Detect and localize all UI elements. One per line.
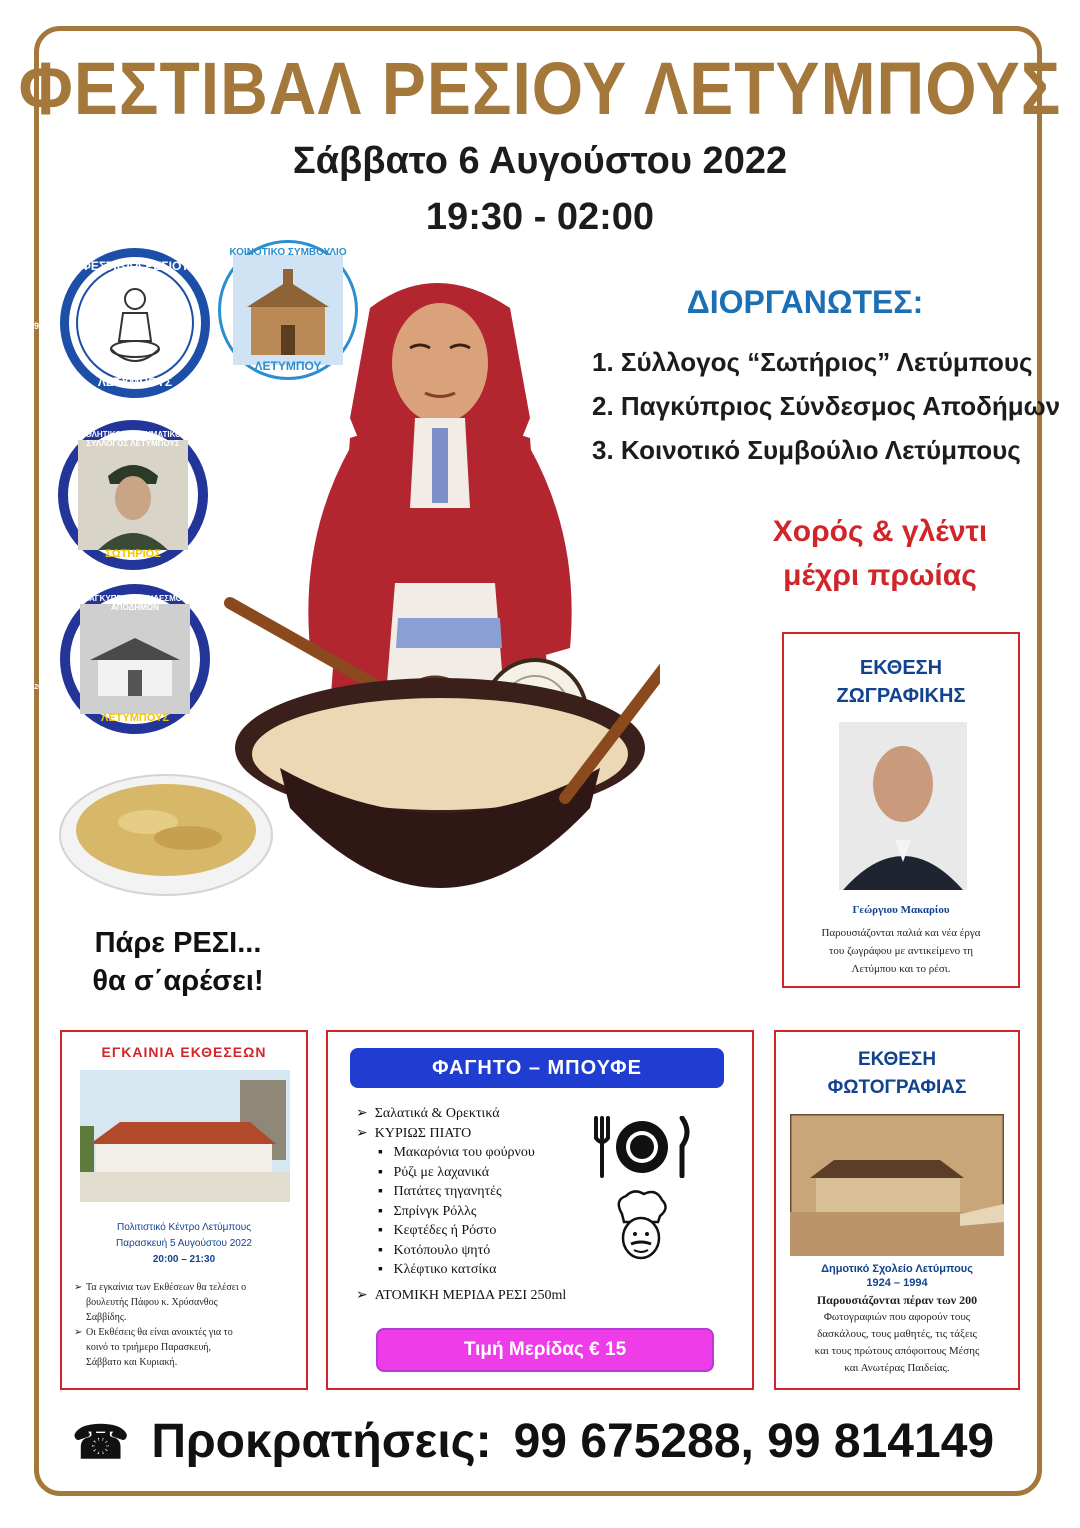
menu-dish: Πατάτες τηγανητές (393, 1184, 502, 1199)
bullet-icon: ▪ (378, 1262, 394, 1277)
opening-note-line: βουλευτής Πάφου κ. Χρύσανθος (86, 1297, 218, 1308)
buffet-title: ΦΑΓΗΤΟ – ΜΠΟΥΦΕ (350, 1048, 724, 1088)
bullet-icon: ▪ (378, 1184, 394, 1199)
buffet-menu (356, 1104, 566, 1305)
bullet-icon: ▪ (378, 1145, 394, 1160)
old-school-photo (790, 1114, 1004, 1256)
menu-dish: Κλέφτικο κατσίκα (393, 1262, 497, 1277)
opening-date: Παρασκευή 5 Αυγούστου 2022 (116, 1238, 252, 1249)
photo-desc-line: και Ανωτέρας Παιδείας. (844, 1362, 950, 1374)
photo-caption-line: Δημοτικό Σχολείο Λετύμπους (821, 1263, 973, 1275)
reservations-phones: 99 675288, 99 814149 (513, 1415, 995, 1468)
telephone-icon: ☎ (72, 1415, 130, 1468)
painting-exhibition-box (782, 632, 1020, 988)
organizer-item: 2. Παγκύπριος Σύνδεσμος Αποδήμων (592, 391, 1061, 421)
photo-desc-line: Παρουσιάζονται πέραν των 200 (816, 1293, 978, 1307)
association-logo-bottom: ΛΕΤΥΜΠΟΥΣ (100, 712, 170, 724)
chef-icon (610, 1190, 672, 1264)
menu-dish: Μακαρόνια του φούρνου (393, 1145, 535, 1160)
painting-title-1: ΕΚΘΕΣΗ (859, 657, 943, 679)
menu-dish: Κεφτέδες ή Ρόστο (393, 1223, 497, 1238)
arrow-icon: ➢ (74, 1327, 83, 1338)
dance-line-1: Χορός & γλέντι (772, 515, 988, 548)
association-logo-top: ΠΑΓΚΥΠΡΙΟΣ ΣΥΝΔΕΣΜΟΣ ΑΠΟΔΗΜΩΝ (83, 594, 187, 612)
menu-starter: Σαλατικά & Ορεκτικά (374, 1106, 500, 1121)
athletic-logo-top: ΑΘΛΗΤΙΚΟΣ ΠΝΕΥΜΑΤΙΚΟΣ ΣΥΛΛΟΓΟΣ ΛΕΤΥΜΠΟΥΣ (80, 430, 186, 448)
photo-desc-line: και τους πρώτους απόφοιτους Μέσης (814, 1345, 980, 1357)
chapel-icon (80, 604, 190, 714)
photo-desc-line: Φωτογραφιών που αφορούν τους (823, 1311, 971, 1323)
artist-name: Γεώργιου Μακαρίου (852, 904, 950, 916)
association-logo-year-right: 2019 (240, 684, 256, 691)
menu-main-course: ΚΥΡΙΩΣ ΠΙΑΤΟ (374, 1125, 472, 1141)
photo-caption (776, 1262, 1018, 1290)
organizers-title: ΔΙΟΡΓΑΝΩΤΕΣ: (686, 284, 924, 320)
photo-title-1: ΕΚΘΕΣΗ (857, 1049, 937, 1070)
organizer-item: 3. Κοινοτικό Συμβούλιο Λετύμπους (592, 435, 1021, 465)
athletic-club-logo (58, 420, 208, 570)
photo-years: 1924 – 1994 (866, 1277, 928, 1289)
photo-description (776, 1292, 1018, 1377)
festival-logo-bottom: ΛΕΤΥΜΠΟΥΣ (97, 375, 173, 389)
bullet-icon: ▪ (378, 1164, 394, 1180)
painting-desc-line: Παρουσιάζονται παλιά και νέα έργα (821, 927, 981, 939)
painting-desc-line: Λετύμπου και το ρέσι. (851, 963, 951, 975)
opening-note-line: Σάββατο και Κυριακή. (86, 1357, 178, 1368)
exhibitions-opening-box (60, 1030, 308, 1390)
photo-title-2: ΦΩΤΟΓΡΑΦΙΑΣ (827, 1077, 967, 1098)
community-logo-bottom: ΛΕΤΥΜΠΟΥ (254, 359, 322, 373)
reservations (72, 1414, 994, 1469)
opening-note-line: Τα εγκαίνια των Εκθέσεων θα τελέσει ο (86, 1282, 247, 1293)
event-date: Σάββατο 6 Αυγούστου 2022 (292, 140, 788, 182)
slogan (62, 924, 294, 1000)
painting-desc-line: του ζωγράφου με αντικείμενο τη (828, 945, 974, 957)
photo-desc-line: δασκάλους, τους μαθητές, τις τάξεις (817, 1328, 977, 1340)
festival-logo-top: ΦΕΣΤΙΒΑΛ ΡΕΣΙΟΥ (81, 259, 189, 273)
arrow-icon: ➢ (356, 1287, 375, 1303)
menu-dish: Κοτόπουλο ψητό (393, 1242, 491, 1258)
painting-title-2: ΖΩΓΡΑΦΙΚΗΣ (836, 685, 966, 707)
arrow-icon: ➢ (74, 1282, 83, 1293)
bullet-icon: ▪ (378, 1223, 394, 1238)
opening-note-line: Σαββίδης. (86, 1312, 127, 1323)
cutlery-plate-icon (590, 1116, 694, 1178)
poster-title: ΦΕΣΤΙΒΑΛ ΡΕΣΙΟΥ ΛΕΤΥΜΠΟΥΣ (18, 46, 1062, 130)
opening-details (62, 1220, 306, 1268)
portion-price: Τιμή Μερίδας € 15 (376, 1328, 714, 1372)
menu-dish: Ρύζι με λαχανικά (393, 1164, 490, 1180)
opening-time: 20:00 – 21:30 (152, 1254, 216, 1265)
opening-venue: Πολιτιστικό Κέντρο Λετύμπους (116, 1222, 252, 1233)
community-logo-top: ΚΟΙΝΟΤΙΚΟ ΣΥΜΒΟΥΛΙΟ (229, 247, 347, 258)
artist-portrait (839, 722, 967, 890)
dance-text (730, 510, 1030, 598)
painting-description (784, 924, 1018, 978)
event-time: 19:30 - 02:00 (425, 196, 655, 238)
slogan-line-1: Πάρε ΡΕΣΙ... (94, 927, 262, 959)
festival-logo-year-left: 1980 (28, 321, 50, 331)
menu-dish: Σπρίνγκ Ρόλλς (393, 1203, 477, 1219)
opening-note-line: κοινό το τριήμερο Παρασκευή, (86, 1342, 212, 1353)
opening-note-line: Οι Εκθέσεις θα είναι ανοικτές για το (86, 1327, 233, 1338)
photo-exhibition-box (774, 1030, 1020, 1390)
festival-logo-icon (75, 263, 195, 383)
reservations-label: Προκρατήσεις: (151, 1415, 492, 1468)
opening-title: ΕΓΚΑΙΝΙΑ ΕΚΘΕΣΕΩΝ (101, 1044, 267, 1060)
resi-bowl-image (58, 772, 274, 898)
arrow-icon: ➢ (356, 1125, 375, 1141)
bullet-icon: ▪ (378, 1203, 394, 1219)
association-logo-year-left: 2019 (34, 684, 50, 691)
association-logo (34, 584, 256, 734)
buffet-box (326, 1030, 754, 1390)
organizers-list (592, 340, 1060, 472)
organizer-item: 1. Σύλλογος “Σωτήριος” Λετύμπους (592, 347, 1033, 377)
arrow-icon: ➢ (356, 1106, 375, 1121)
dance-line-2: μέχρι πρωίας (783, 559, 977, 592)
festival-logo (28, 248, 210, 398)
menu-resi-portion: ΑΤΟΜΙΚΗ ΜΕΡΙΔΑ ΡΕΣΙ 250ml (374, 1287, 567, 1303)
opening-notes (74, 1280, 300, 1370)
slogan-line-2: θα σ΄αρέσει! (92, 965, 264, 997)
cultural-centre-photo (80, 1070, 290, 1202)
soldier-portrait-icon (78, 440, 188, 550)
athletic-logo-bottom: ΣΩΤΗΡΙΟΣ (105, 548, 161, 560)
bullet-icon: ▪ (378, 1242, 394, 1258)
